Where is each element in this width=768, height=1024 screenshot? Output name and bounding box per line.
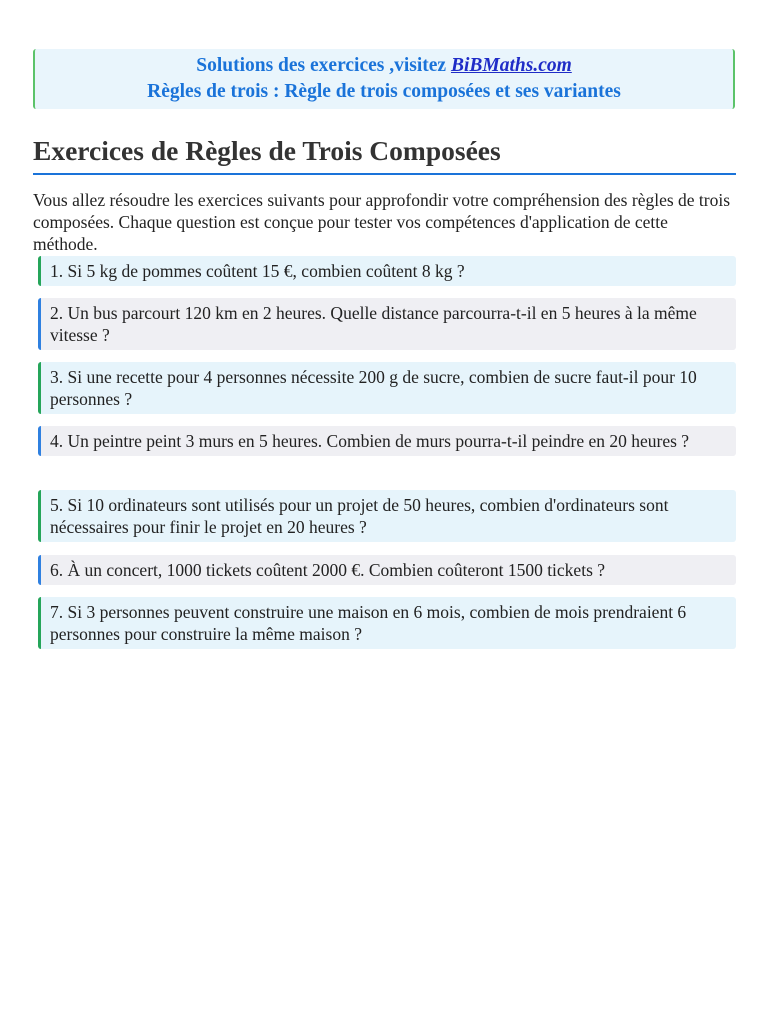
solutions-banner: [33, 49, 735, 109]
banner-line-2: Règles de trois : Règle de trois composées et ses variantes: [147, 81, 621, 102]
question-item-2: 2. Un bus parcourt 120 km en 2 heures. Quelle distance parcourra-t-il en 5 heures à la même vitesse ?: [38, 298, 736, 350]
question-item-1: 1. Si 5 kg de pommes coûtent 15 €, combien coûtent 8 kg ?: [38, 256, 736, 286]
question-item-6: 6. À un concert, 1000 tickets coûtent 2000 €. Combien coûteront 1500 tickets ?: [38, 555, 736, 585]
intro-paragraph: Vous allez résoudre les exercices suivants pour approfondir votre compréhension des règles de trois composées. Chaque question est conçue pour tester vos compétences d'application de cette méthode.: [33, 190, 731, 254]
bibmaths-link[interactable]: BiBMaths.com: [450, 55, 572, 76]
question-item-5: 5. Si 10 ordinateurs sont utilisés pour un projet de 50 heures, combien d'ordinateurs sont nécessaires pour finir le projet en 20 heures ?: [38, 490, 736, 542]
page-title: Exercices de Règles de Trois Composées: [33, 134, 736, 175]
question-item-3: 3. Si une recette pour 4 personnes nécessite 200 g de sucre, combien de sucre faut-il pour 10 personnes ?: [38, 362, 736, 414]
question-item-4: 4. Un peintre peint 3 murs en 5 heures. Combien de murs pourra-t-il peindre en 20 heures ?: [38, 426, 736, 456]
banner-line-1: [35, 53, 733, 79]
question-item-7: 7. Si 3 personnes peuvent construire une maison en 6 mois, combien de mois prendraient 6 personnes pour construire la même maison ?: [38, 597, 736, 649]
banner-prefix: Solutions des exercices ,visitez: [196, 55, 451, 76]
